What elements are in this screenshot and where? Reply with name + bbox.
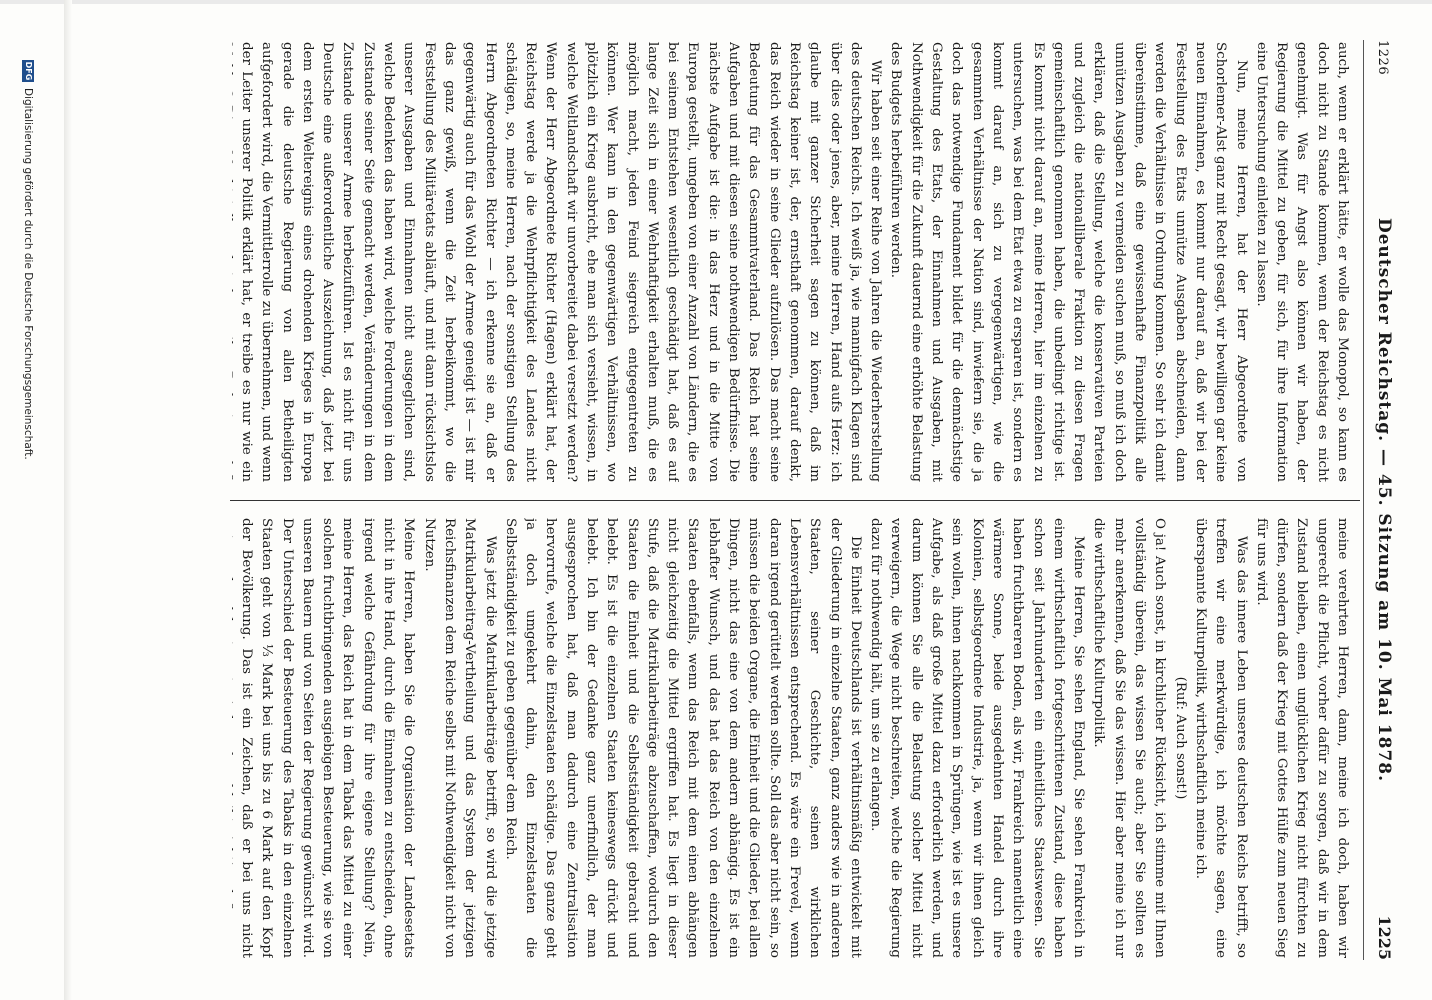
column-divider	[230, 500, 1360, 501]
page-number-right: 1225	[1375, 915, 1394, 960]
left-column	[232, 42, 1352, 482]
dfg-logo-icon: DFG	[24, 61, 33, 81]
digitization-text: Digitalisierung gefördert durch die Deutsche Forschungsgemeinschaft.	[22, 88, 34, 460]
page-number-left: 1226	[1375, 40, 1390, 76]
digitization-credit	[14, 60, 34, 940]
scan-shadow	[64, 0, 72, 1000]
header-rule	[1363, 40, 1364, 960]
paragraph: Was das innere Leben unseres deutschen Reichs betrifft, so treffen wir eine merkwürdige, ich möchte sagen, eine überspannte Kulturpolitik, wirthschaftlich meine ich.	[1192, 518, 1249, 958]
paragraph: Die Einheit Deutschlands ist verhältnismäßig entwickelt mit der Gliederung in einzelne Staaten, ganz anders wie in anderen Staaten, seiner Geschichte, seinen wirklichen Lebensverhältnissen entsprechend. Es wäre ein Frevel, wenn daran irgend gerüttelt werden sollte. Soll das aber nicht sein, so müssen die beiden Organe, die Einheit und die Glieder, bei allen Dingen, nicht das eine von dem andern abhängig. Es ist ein lebhafter Wunsch, und das hat das Reich von den einzelnen Staaten ebenfalls, wenn das Reich mit dem einen abhängen nicht gleichzeitig die Mittel ergriffen hat. Es liegt in dieser Stufe, daß die Matrikularbeiträge abzuschaffen, wodurch den Staaten die Einheit und die Selbstständigkeit gebracht und belebt. Es ist die einzelnen Staaten keineswegs drückt und belebt. Ich bin der Gedanke ganz unerfindlich, der man ausgesprochen hat, daß man dadurch eine Zentralisation hervorrufe, welche die Einzelstaaten schädige. Das ganze geht ja doch umgekehrt dahin, den Einzelstaaten die Selbstständigkeit zu geben gegenüber dem Reich.	[502, 518, 863, 958]
paragraph: Wir haben seit einer Reihe von Jahren die Wiederherstellung des deutschen Reichs. Ich weiß ja, wie mannigfach Klagen sind über dies oder jenes, aber, meine Herren, Hand aufs Herz: ich glaube mit ganzer Sicherheit sagen zu können, daß im Reichstag keiner ist, der, ernsthaft genommen, darauf denkt, das Reich wieder in seine Glieder aufzulösen. Das macht seine Bedeutung für das Gesammtvaterland. Das Reich hat seine Aufgaben und mit diesen seine nothwendigen Bedürfnisse. Die nächste Aufgabe ist die: in das Herz und in die Mitte von Europa gestellt, umgeben von einer Anzahl von Ländern, die es bei seinem Entstehen wesentlich geschädigt hat, daß es auf lange Zeit sich in einer Wehrhaftigkeit erhalten muß, die es möglich macht, jeden Feind siegreich entgegentreten zu können. Wer kann in den gegenwärtigen Verhältnissen, wo plötzlich ein Krieg ausbricht, ehe man sich versieht, wissen, in welche Weltlandschaft wir unvorbereitet dabei versetzt werden? Wenn der Herr Abgeordnete Richter (Hagen) erklärt hat, der Reichstag werde ja die Wehrpflichtigkeit des Landes nicht schädigen, so, meine Herren, nach der sonstigen Stellung des Herrn Abgeordneten Richter — ich erkenne sie an, daß er gegenwärtig auch für das Wohl der Armee geneigt ist — ist mir das ganz gewiß, wenn die Zeit herbeikommt, wo die Feststellung des Militäretats abläuft, und mit dann rücksichtslos unserer Ausgaben und Einnahmen nicht ausgeglichen sind, welche Bedenken das haben wird, welche Forderungen in dem Zustande seiner Seite gemacht werden, Veränderungen in dem Zustande unserer Armee herbeizuführen. Ist es nicht für uns Deutsche eine außerordentliche Auszeichnung, daß jetzt bei dem ersten Weltereignis eines drohenden Krieges in Europa gerade die deutsche Regierung von allen Betheiligten aufgefordert wird, die Vermittlerrolle zu übernehmen, und wenn der Leiter unserer Politik erklärt hat, er treibe es nur wie ein	[238, 42, 884, 482]
page-header	[1364, 40, 1394, 960]
running-title: Deutscher Reichstag. — 45. Sitzung am 10. Mai 1878.	[1374, 217, 1394, 783]
paragraph: auch, wenn er erklärt hätte, er wolle das Monopol, so kann es doch nicht zu Stande kommen, wenn der Reichstag es nicht genehmigt. Was für Angst also können wir haben, der Regierung die Mittel zu geben, für sich, für ihre Information eine Untersuchung einleiten zu lassen.	[1253, 42, 1350, 482]
scan-edge	[0, 0, 1432, 4]
paragraph: Was jetzt die Matrikularbeiträge betrifft, so wird die jetzige Matrikularbeitrag-Vertheilung und das System der jetzigen Reichsfinanzen dem Reiche selbst mit Nothwendigkeit nicht von Nutzen.	[421, 518, 498, 958]
paragraph: O ja! Auch sonst, in kirchlicher Rücksicht, ich stimme mit Ihnen vollständig überein, das wissen Sie auch; aber Sie sollten es mehr anerkennen, daß Sie das wissen. Hier aber meine ich nur die wirthschaftliche Kulturpolitik.	[1091, 518, 1168, 958]
paragraph: Meine Herren, Sie sehen England, Sie sehen Frankreich in einem wirthschaftlich fortgeschrittenen Zustand, diese haben schon seit Jahrhunderten ein einheitliches Staatswesen. Sie haben fruchtbareren Boden, als wir, Frankreich namentlich eine wärmere Sonne, beide ausgedehnten Handel durch ihre Kolonien, selbstgeordnete Industrie, ja, wenn wir ihnen gleich sein wollen, ihnen nachkommen in Sprüngen, wie ist es unsere Aufgabe, als daß große Mittel dazu erforderlich werden, und darum können Sie alle die Belastung solcher Mittel nicht verweigern, die Wege nicht beschreiten, welche die Regierung dazu für nothwendig hält, um sie zu erlangen.	[868, 518, 1087, 958]
right-column	[232, 518, 1352, 958]
paragraph: (Ruf: Auch sonst!)	[1172, 676, 1188, 800]
paragraph: meine verehrten Herren, dann, meine ich doch, haben wir ungerecht die Pflicht, vorher dafür zu sorgen, daß wir in dem Zustand bleiben, einen unglücklichen Krieg nicht fürchten zu dürfen, sondern daß der Krieg mit Gottes Hülfe zum neuen Sieg für uns wird.	[1253, 518, 1350, 958]
paragraph: Meine Herren, haben Sie die Organisation der Landesetats nicht in ihre Hand, durch die Einnahmen zu entscheiden, ohne irgend welche Gefährdung für ihre eigene Stellung? Nein, meine Herren, das Reich hat in dem Tabak das Mittel zu einer solchen fruchtbringenden ausgiebigen Besteuerung, wie sie von unseren Bauern und von Seiten der Regierung gewünscht wird. Der Unterschied der Besteuerung des Tabaks in den einzelnen Staaten geht von ⅓ Mark bei uns bis zu 6 Mark auf den Kopf der Bevölkerung. Das ist ein Zeichen, daß er bei uns nicht	[238, 518, 417, 958]
paragraph: Nun, meine Herren, hat der Herr Abgeordnete von Schorlemer-Alst ganz mit Recht gesagt, wir bewilligen gar keine neuen Einnahmen, es kommt nur darauf an, daß wir bei der Feststellung des Etats unnütze Ausgaben abschneiden, dann werden die Verhältnisse in Ordnung kommen. So sehr ich damit übereinstimme, daß eine gewissenhafte Finanzpolitik alle unnützen Ausgaben zu vermeiden suchen muß, so muß ich doch erklären, daß die Stellung, welche die konservativen Parteien und zugleich die nationalliberale Fraktion zu diesen Fragen gemeinschaftlich genommen haben, die unbedingt richtige ist. Es kommt nicht darauf an, meine Herren, hier im einzelnen zu untersuchen, was bei dem Etat etwa zu ersparen ist, sondern es kommt darauf an, sich zu vergegenwärtigen, wie die gesammten Verhältnisse der Nation sind, inwiefern sie, die ja doch das notwendige Fundament bildet für die demnächstige Gestaltung des Etats, der Einnahmen und Ausgaben, mit Nothwendigkeit für die Zukunft dauernd eine erhöhte Belastung des Budgets herbeiführen werden.	[888, 42, 1249, 482]
